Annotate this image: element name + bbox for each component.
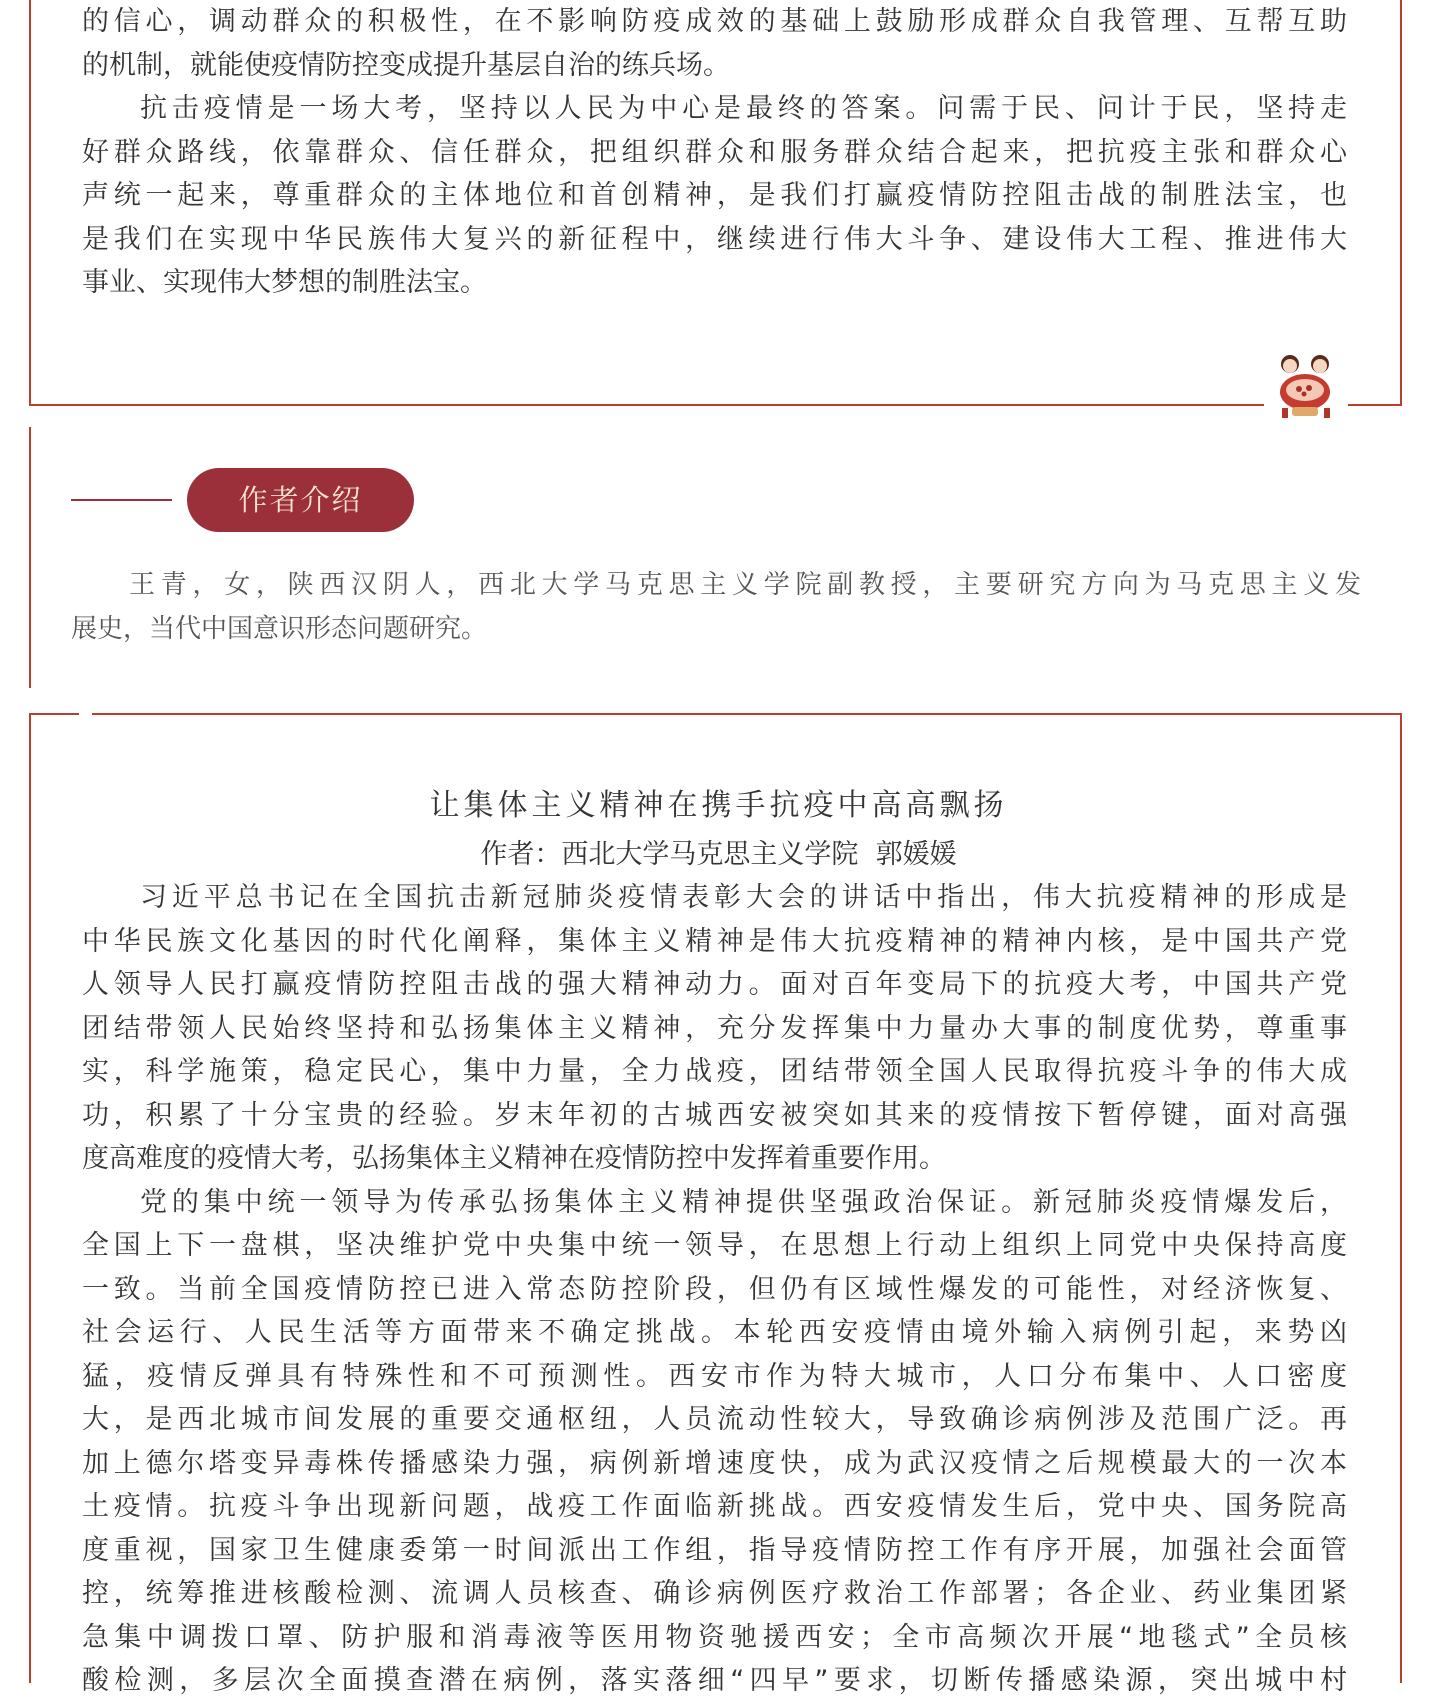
article-body [82, 876, 1347, 1703]
text-line: 大，是西北城市间发展的重要交通枢纽，人员流动性较大，导致确诊病例涉及范围广泛。再 [82, 1404, 1347, 1435]
text-line: 加上德尔塔变异毒株传播感染力强，病例新增速度快，成为武汉疫情之后规模最大的一次本 [82, 1447, 1347, 1479]
author-intro-heading: 作者介绍 [187, 468, 414, 532]
top-box-bottom-border-right [1348, 404, 1402, 406]
intro-left-border [29, 427, 31, 688]
text-line: 声统一起来，尊重群众的主体地位和首创精神，是我们打赢疫情防控阻击战的制胜法宝，也 [82, 180, 1347, 211]
text-line: 实，科学施策，稳定民心，集中力量，全力战疫，团结带领全国人民取得抗疫斗争的伟大成 [82, 1056, 1347, 1087]
cartoon-mascot-icon [1274, 352, 1338, 420]
text-line: 急集中调拨口罩、防护服和消毒液等医用物资驰援西安；全市高频次开展“地毯式”全员核 [82, 1621, 1347, 1653]
text-line: 党的集中统一领导为传承弘扬集体主义精神提供坚强政治保证。新冠肺炎疫情爆发后， [140, 1186, 1347, 1218]
text-line: 的信心，调动群众的积极性，在不影响防疫成效的基础上鼓励形成群众自我管理、互帮互助 [82, 6, 1347, 37]
text-line: 酸检测，多层次全面摸查潜在病例，落实落细“四早”要求，切断传播感染源，突出城中村 [82, 1665, 1347, 1696]
text-line: 的机制，就能使疫情防控变成提升基层自治的练兵场。 [82, 49, 730, 81]
intro-heading-rule [71, 499, 172, 501]
text-line: 全国上下一盘棋，坚决维护党中央集中统一领导，在思想上行动上组织上同党中央保持高度 [82, 1230, 1347, 1261]
text-line: 事业、实现伟大梦想的制胜法宝。 [82, 267, 487, 298]
text-line: 是我们在实现中华民族伟大复兴的新征程中，继续进行伟大斗争、建设伟大工程、推进伟大 [82, 223, 1347, 255]
top-article-text [82, 0, 1347, 305]
bottom-box-top-border [92, 713, 1402, 715]
article-title: 让集体主义精神在携手抗疫中高高飘扬 [429, 788, 1008, 823]
top-box-left-border [29, 0, 31, 406]
text-line: 度高难度的疫情大考，弘扬集体主义精神在疫情防控中发挥着重要作用。 [82, 1143, 946, 1174]
text-line: 猛，疫情反弹具有特殊性和不可预测性。西安市作为特大城市，人口分布集中、人口密度 [82, 1360, 1347, 1392]
text-line: 中华民族文化基因的时代化阐释，集体主义精神是伟大抗疫精神的精神内核，是中国共产党 [82, 925, 1347, 957]
text-line: 抗击疫情是一场大考，坚持以人民为中心是最终的答案。问需于民、问计于民，坚持走 [140, 93, 1347, 124]
text-line: 展史，当代中国意识形态问题研究。 [71, 613, 488, 644]
text-line: 一致。当前全国疫情防控已进入常态防控阶段，但仍有区域性爆发的可能性，对经济恢复、 [82, 1273, 1347, 1305]
top-box-bottom-border [29, 404, 1264, 406]
text-line: 习近平总书记在全国抗击新冠肺炎疫情表彰大会的讲话中指出，伟大抗疫精神的形成是 [140, 882, 1347, 913]
text-line: 土疫情。抗疫斗争出现新问题，战疫工作面临新挑战。西安疫情发生后，党中央、国务院高 [82, 1491, 1347, 1522]
author-bio [71, 564, 1361, 651]
text-line: 控，统筹推进核酸检测、流调人员核查、确诊病例医疗救治工作部署；各企业、药业集团紧 [82, 1578, 1347, 1609]
text-line: 度重视，国家卫生健康委第一时间派出工作组，指导疫情防控工作有序开展，加强社会面管 [82, 1534, 1347, 1566]
text-line: 王青，女，陕西汉阴人，西北大学马克思主义学院副教授，主要研究方向为马克思主义发 [129, 570, 1361, 600]
text-line: 人领导人民打赢疫情防控阻击战的强大精神动力。面对百年变局下的抗疫大考，中国共产党 [82, 969, 1347, 1000]
article-author: 作者：西北大学马克思主义学院 郭媛媛 [480, 839, 957, 870]
text-line: 社会运行、人民生活等方面带来不确定挑战。本轮西安疫情由境外输入病例引起，来势凶 [82, 1317, 1347, 1348]
text-line: 功，积累了十分宝贵的经验。岁末年初的古城西安被突如其来的疫情按下暂停键，面对高强 [82, 1099, 1347, 1131]
top-box-right-border [1400, 0, 1402, 406]
text-line: 团结带领人民始终坚持和弘扬集体主义精神，充分发挥集中力量办大事的制度优势，尊重事 [82, 1012, 1347, 1044]
text-line: 好群众路线，依靠群众、信任群众，把组织群众和服务群众结合起来，把抗疫主张和群众心 [82, 136, 1347, 168]
bottom-box-top-border-left [29, 713, 79, 715]
